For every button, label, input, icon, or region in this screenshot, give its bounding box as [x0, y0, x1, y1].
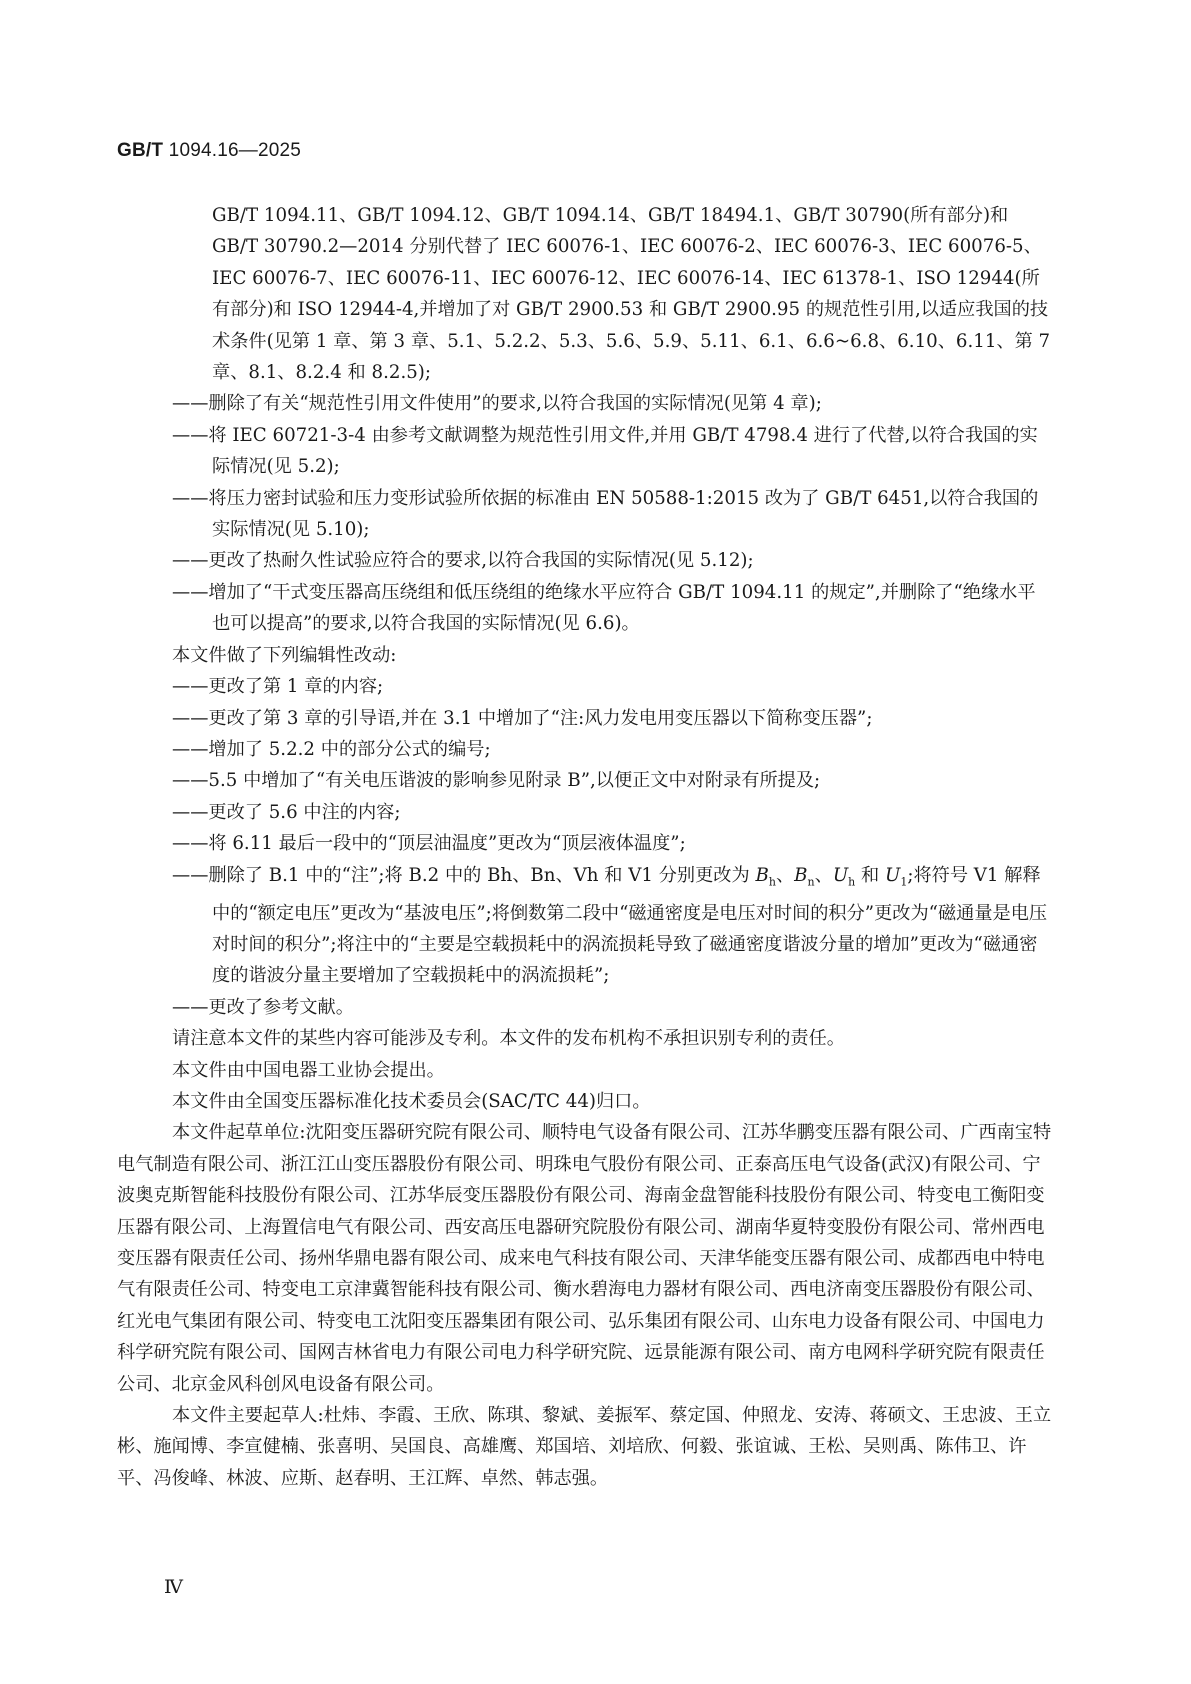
tech-change-item: ——增加了“干式变压器高压绕组和低压绕组的绝缘水平应符合 GB/T 1094.11 的规定”,并删除了“绝缘水平也可以提高”的要求,以符合我国的实际情况(见 6.6)。: [172, 581, 1036, 635]
editorial-change-item: ——将 6.11 最后一段中的“顶层油温度”更改为“顶层液体温度”;: [172, 833, 686, 855]
symbol: B: [755, 864, 769, 886]
symbol-subscript: n: [807, 875, 815, 889]
tech-change-item: ——将 IEC 60721-3-4 由参考文献调整为规范性引用文件,并用 GB/T 4798.4 进行了代替,以符合我国的实际情况(见 5.2);: [172, 424, 1038, 478]
page-number: Ⅳ: [164, 1577, 183, 1598]
tech-change-item: ——更改了热耐久性试验应符合的要求,以符合我国的实际情况(见 5.12);: [172, 550, 754, 572]
centralized-by: 本文件由全国变压器标准化技术委员会(SAC/TC 44)归口。: [172, 1091, 651, 1113]
header-standard-prefix: GB/T: [117, 140, 164, 161]
header-standard-number: 1094.16—2025: [168, 140, 302, 161]
editorial-changes-intro: 本文件做了下列编辑性改动:: [172, 644, 397, 666]
editorial-change-item: ——更改了 5.6 中注的内容;: [172, 801, 401, 823]
symbol: B: [794, 864, 808, 886]
symbol-subscript: h: [848, 875, 856, 889]
editorial-change-item: ——更改了第 1 章的内容;: [172, 676, 384, 698]
patent-notice: 请注意本文件的某些内容可能涉及专利。本文件的发布机构不承担识别专利的责任。: [172, 1028, 845, 1050]
editorial-change-item: ——5.5 中增加了“有关电压谐波的影响参见附录 B”,以便正文中对附录有所提及;: [172, 770, 821, 792]
tech-change-item: ——将压力密封试验和压力变形试验所依据的标准由 EN 50588-1:2015 改为了 GB/T 6451,以符合我国的实际情况(见 5.10);: [172, 487, 1039, 541]
item-text: ——删除了 B.1 中的“注”;将 B.2 中的 Bh、Bn、Vh 和 V1 分别更改为: [172, 864, 756, 886]
drafting-units: 本文件起草单位:沈阳变压器研究院有限公司、顺特电气设备有限公司、江苏华鹏变压器有限公司、广西南宝特电气制造有限公司、浙江江山变压器股份有限公司、明珠电气股份有限公司、正泰高压电气设备(武汉)有限公司、宁波奥克斯智能科技股份有限公司、江苏华辰变压器股份有限公司、海南金盘智能科技股份有限公司、特变电工衡阳变压器有限公司、上海置信电气有限公司、西安高压电器研究院股份有限公司、湖南华夏特变股份有限公司、常州西电变压器有限责任公司、扬州华鼎电器有限公司、成来电气科技有限公司、天津华能变压器有限公司、成都西电中特电气有限责任公司、特变电工京津冀智能科技有限公司、衡水碧海电力器材有限公司、西电济南变压器股份有限公司、红光电气集团有限公司、特变电工沈阳变压器集团有限公司、弘乐集团有限公司、山东电力设备有限公司、中国电力科学研究院有限公司、国网吉林省电力有限公司电力科学研究院、远景能源有限公司、南方电网科学研究院有限责任公司、北京金风科创风电设备有限公司。: [117, 1122, 1052, 1395]
main-drafters: 本文件主要起草人:杜炜、李霞、王欣、陈琪、黎斌、姜振军、蔡定国、仲照龙、安涛、蒋硕文、王忠波、王立彬、施闻博、李宣健楠、张喜明、吴国良、高雄鹰、郑国培、刘培欣、何毅、张谊诚、王松、吴则禹、陈伟卫、许平、冯俊峰、林波、应斯、赵春明、王江辉、卓然、韩志强。: [117, 1405, 1052, 1489]
editorial-change-item: ——增加了 5.2.2 中的部分公式的编号;: [172, 738, 491, 760]
proposed-by: 本文件由中国电器工业协会提出。: [172, 1059, 445, 1081]
separator: 、: [814, 864, 833, 886]
editorial-change-item: ——更改了参考文献。: [172, 996, 354, 1018]
tech-change-item: ——删除了有关“规范性引用文件使用”的要求,以符合我国的实际情况(见第 4 章);: [172, 393, 822, 415]
symbol-subscript: h: [768, 875, 776, 889]
separator: 、: [775, 864, 795, 886]
editorial-change-item-annex-b: [172, 860, 1052, 992]
item-text: ;将符号 V1 解释中的“额定电压”更改为“基波电压”;将倒数第二段中“磁通密度是电压对时间的积分”更改为“磁通量是电压对时间的积分”;将注中的“主要是空载损耗中的涡流损耗导致了磁通密度谐波分量的增加”更改为“磁通密度的谐波分量主要增加了空载损耗中的涡流损耗”;: [212, 864, 1048, 987]
symbol-subscript: 1: [900, 875, 908, 889]
separator: 和: [855, 864, 885, 886]
symbol: U: [832, 864, 849, 886]
editorial-change-item: ——更改了第 3 章的引导语,并在 3.1 中增加了“注:风力发电用变压器以下简称变压器”;: [172, 707, 873, 729]
foreword-body: [117, 200, 1052, 1494]
continuation-paragraph: GB/T 1094.11、GB/T 1094.12、GB/T 1094.14、GB/T 18494.1、GB/T 30790(所有部分)和GB/T 30790.2—2014 分别代替了 IEC 60076-1、IEC 60076-2、IEC 60076-3、IEC 60076-5、IEC 60076-7、IEC 60076-11、IEC 60076-12、IEC 60076-14、IEC 61378-1、ISO 12944(所有部分)和 ISO 12944-4,并增加了对 GB/T 2900.53 和 GB/T 2900.95 的规范性引用,以适应我国的技术条件(见第 1 章、第 3 章、5.1、5.2.2、5.3、5.6、5.9、5.11、6.1、6.6~6.8、6.10、6.11、第 7 章、8.1、8.2.4 和 8.2.5);: [212, 205, 1051, 384]
symbol: U: [885, 864, 901, 886]
document-header: [117, 140, 301, 162]
